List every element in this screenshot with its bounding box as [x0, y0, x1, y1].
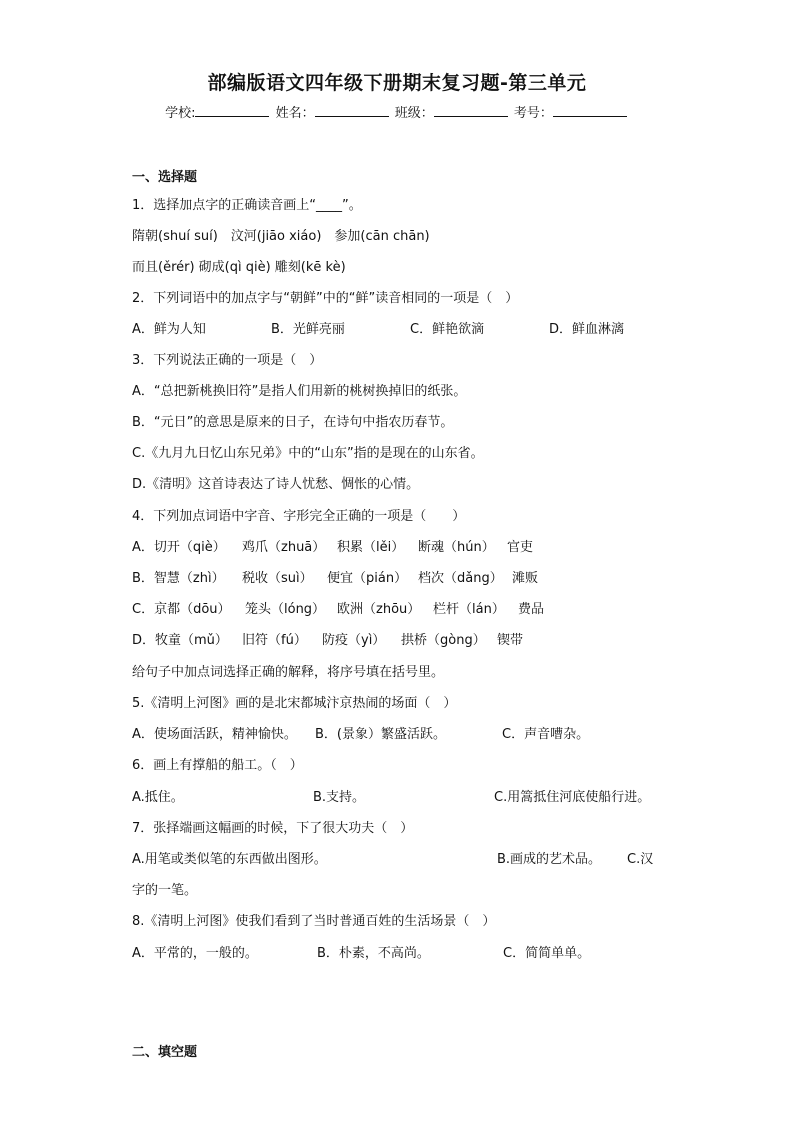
question-6-option-b[interactable]: B.支持。	[313, 790, 366, 805]
question-8-option-b[interactable]: B．朴素，不高尚。	[317, 946, 430, 961]
question-5-option-b[interactable]: B．(景象）繁盛活跃。	[315, 727, 446, 742]
question-4-a-word-5: 官吏	[507, 540, 534, 555]
question-6-option-a[interactable]: A.抵住。	[132, 790, 184, 805]
question-3-option-a[interactable]: A．“总把新桃换旧符”是指人们用新的桃树换掉旧的纸张。	[132, 384, 467, 399]
question-4-c-word-2: 笼头（lóng）	[245, 602, 326, 617]
name-label: 姓名：	[275, 106, 315, 121]
question-4-a-word-2: 鸡爪（zhuā）	[242, 540, 326, 555]
class-label: 班级：	[394, 106, 434, 121]
question-4-b-word-4: 档次（dǎng）	[418, 571, 503, 586]
class-blank[interactable]	[434, 104, 508, 117]
question-2-option-a[interactable]: A．鲜为人知	[132, 322, 206, 337]
student-info-line	[0, 102, 794, 121]
school-label: 学校:	[165, 106, 196, 121]
instruction-text: 给句子中加点词选择正确的解释，将序号填在括号里。	[132, 665, 445, 680]
question-2-option-d[interactable]: D．鲜血淋漓	[549, 322, 625, 337]
question-7-option-b[interactable]: B.画成的艺术品。	[497, 852, 602, 867]
question-4-b-word-3: 便宜（pián）	[327, 571, 408, 586]
question-4-option-d[interactable]: D．牧童（mǔ）	[132, 633, 228, 648]
question-1-stem: 1．选择加点字的正确读音画上“____”。	[132, 198, 362, 213]
question-2-option-b[interactable]: B．光鲜亮丽	[271, 322, 345, 337]
question-3-option-d[interactable]: D.《清明》这首诗表达了诗人忧愁、惆怅的心情。	[132, 477, 420, 492]
question-4-c-word-5: 费品	[518, 602, 545, 617]
question-4-d-word-4: 拱桥（gòng）	[401, 633, 486, 648]
question-7-option-c-wrap: 字的一笔。	[132, 883, 198, 898]
question-4-b-word-2: 税收（suì）	[242, 571, 313, 586]
question-8-stem: 8.《清明上河图》使我们看到了当时普通百姓的生活场景（ ）	[132, 914, 496, 929]
question-6-option-c[interactable]: C.用篙抵住河底使船行进。	[494, 790, 651, 805]
question-3-option-c[interactable]: C.《九月九日忆山东兄弟》中的“山东”指的是现在的山东省。	[132, 446, 484, 461]
question-5-stem: 5.《清明上河图》画的是北宋都城汴京热闹的场面（ ）	[132, 696, 457, 711]
question-4-option-c[interactable]: C．京都（dōu）	[132, 602, 231, 617]
exam-no-label: 考号：	[513, 106, 553, 121]
question-3-option-b[interactable]: B．“元日”的意思是原来的日子，在诗句中指农历春节。	[132, 415, 454, 430]
question-4-c-word-3: 欧洲（zhōu）	[337, 602, 421, 617]
section-heading-fill-blank: 二、填空题	[132, 1045, 198, 1060]
question-4-d-word-3: 防疫（yì）	[322, 633, 386, 648]
question-4-a-word-4: 断魂（hún）	[418, 540, 495, 555]
question-2-option-c[interactable]: C．鲜艳欲滴	[410, 322, 485, 337]
question-4-d-word-2: 旧符（fú）	[242, 633, 307, 648]
question-4-d-word-5: 锲带	[497, 633, 524, 648]
question-2-stem: 2．下列词语中的加点字与“朝鲜”中的“鲜”读音相同的一项是（ ）	[132, 291, 519, 306]
question-4-a-word-3: 积累（lěi）	[337, 540, 405, 555]
question-3-stem: 3．下列说法正确的一项是（ ）	[132, 353, 323, 368]
question-5-option-c[interactable]: C．声音嘈杂。	[502, 727, 590, 742]
question-4-b-word-5: 滩贩	[512, 571, 539, 586]
section-heading-choice: 一、选择题	[132, 170, 198, 185]
question-1-line-1: 隋朝(shuí suí) 汶河(jiāo xiáo) 参加(cān chān)	[132, 229, 430, 244]
question-7-option-a[interactable]: A.用笔或类似笔的东西做出图形。	[132, 852, 327, 867]
school-blank[interactable]	[195, 104, 269, 117]
exam-no-blank[interactable]	[553, 104, 627, 117]
question-8-option-c[interactable]: C．简简单单。	[503, 946, 591, 961]
question-4-stem: 4．下列加点词语中字音、字形完全正确的一项是（ ）	[132, 509, 466, 524]
question-4-option-b[interactable]: B．智慧（zhì）	[132, 571, 225, 586]
question-5-option-a[interactable]: A．使场面活跃，精神愉快。	[132, 727, 297, 742]
question-7-option-c[interactable]: C.汉	[627, 852, 654, 867]
question-6-stem: 6．画上有撑船的船工。（ ）	[132, 758, 303, 773]
question-1-line-2: 而且(ěrér) 砌成(qì qiè) 雕刻(kē kè)	[132, 260, 346, 275]
question-4-c-word-4: 栏杆（lán）	[433, 602, 505, 617]
question-4-option-a[interactable]: A．切开（qiè）	[132, 540, 226, 555]
question-8-option-a[interactable]: A．平常的，一般的。	[132, 946, 258, 961]
question-7-stem: 7．张择端画这幅画的时候，下了很大功夫（ ）	[132, 821, 414, 836]
page-title: 部编版语文四年级下册期末复习题-第三单元	[207, 72, 587, 94]
name-blank[interactable]	[315, 104, 389, 117]
